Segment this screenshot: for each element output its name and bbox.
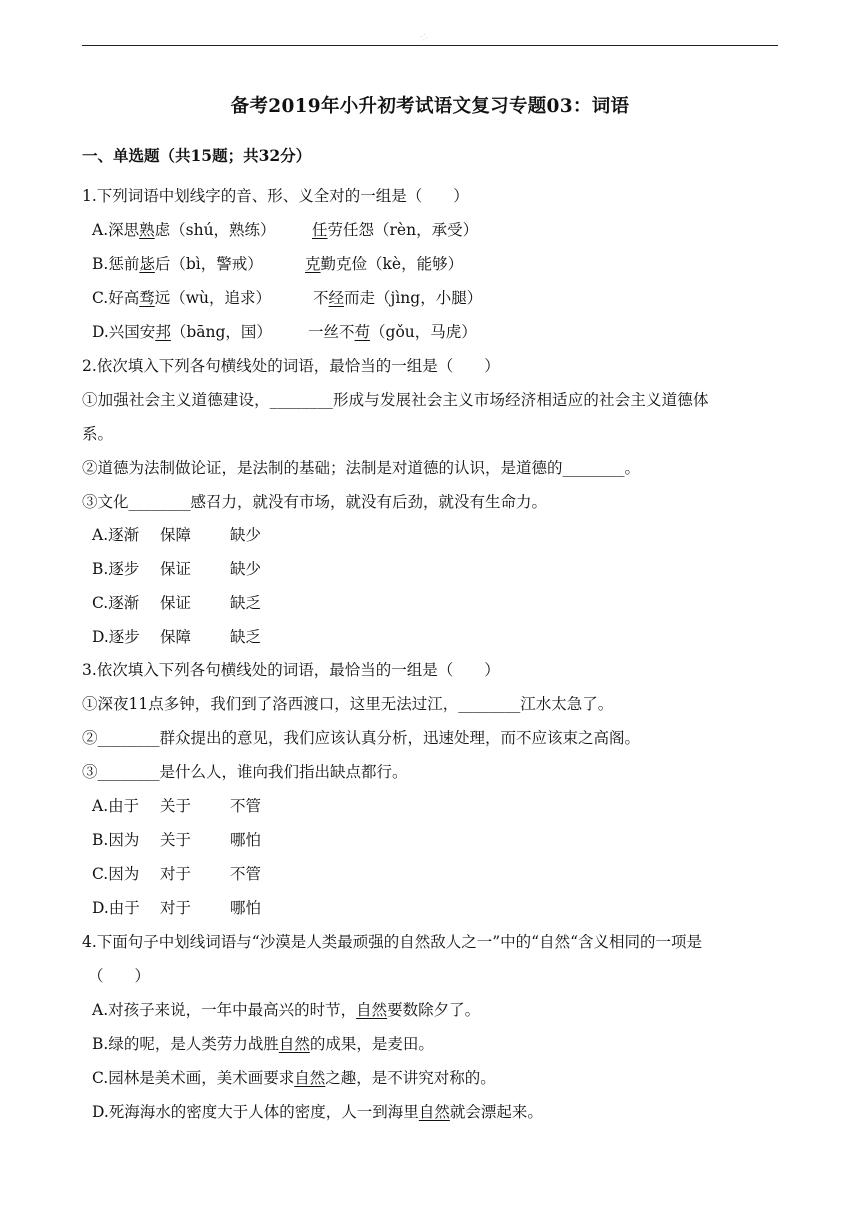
option-text: 就会漂起来。: [449, 1103, 543, 1121]
q1-option-d: [92, 322, 272, 342]
option-text: 之趣，是不讲究对称的。: [325, 1069, 496, 1087]
option-text: 远（wù，追求）: [154, 289, 272, 307]
q4-option-b: [92, 1034, 434, 1054]
q3-sentence-2: ②________群众提出的意见，我们应该认真分析，迅速处理，而不应该束之高阁。: [82, 729, 641, 747]
option-word: 缺乏: [230, 594, 262, 612]
q2-option-a: [92, 525, 261, 545]
q2-sentence-3: ③文化________感召力，就没有市场，就没有后劲，就没有生命力。: [82, 493, 548, 511]
q4-stem-cont: （ ）: [88, 967, 151, 985]
option-word: 保证: [160, 594, 192, 612]
option-word: 关于: [160, 831, 192, 849]
q3-option-d: [92, 898, 261, 918]
section-heading: 一、单选题（共15题；共32分）: [82, 146, 312, 165]
underlined-word: 自然: [356, 1001, 388, 1019]
q4-option-a: [92, 1000, 480, 1020]
option-word: 保证: [160, 560, 192, 578]
underlined-char: 克: [305, 255, 321, 273]
option-word: 不管: [230, 865, 262, 883]
option-text: （bāng，国）: [170, 323, 272, 341]
option-text: 而走（jìng，小腿）: [344, 289, 483, 307]
option-word: 保障: [160, 526, 192, 544]
q4-option-d: [92, 1102, 543, 1122]
option-word: D.由于: [92, 899, 140, 917]
option-text: 劳任怨（rèn，承受）: [327, 221, 479, 239]
q3-option-c: [92, 864, 261, 884]
q3-option-b: [92, 830, 261, 850]
q2-sentence-2: ②道德为法制做论证，是法制的基础；法制是对道德的认识，是道德的________。: [82, 459, 641, 477]
option-text: 的成果，是麦田。: [309, 1035, 434, 1053]
underlined-char: 任: [312, 221, 328, 239]
q1-option-b: [92, 254, 263, 274]
option-word: 不管: [230, 797, 262, 815]
option-word: 关于: [160, 797, 192, 815]
option-text: A.深思: [92, 221, 140, 239]
option-word: C.因为: [92, 865, 140, 883]
option-word: C.逐渐: [92, 594, 140, 612]
option-word: 缺少: [230, 526, 262, 544]
q3-option-a: [92, 796, 261, 816]
option-word: A.由于: [92, 797, 140, 815]
option-text: 要数除夕了。: [387, 1001, 481, 1019]
q1-option-c: [92, 288, 271, 308]
q1-option-c-second: [313, 288, 482, 308]
q2-sentence-1-cont: 系。: [82, 425, 114, 443]
underlined-char: 毖: [139, 255, 155, 273]
underlined-char: 经: [328, 289, 345, 307]
option-text: D.兴国安: [92, 323, 156, 341]
watermark: ::: [416, 29, 431, 44]
option-text: 勤克俭（kè，能够）: [320, 255, 464, 273]
option-word: 对于: [160, 899, 192, 917]
option-word: B.逐步: [92, 560, 140, 578]
q2-stem: 2.依次填入下列各句横线处的词语，最恰当的一组是（ ）: [82, 357, 500, 375]
q2-sentence-1: ①加强社会主义道德建设，________形成与发展社会主义市场经济相适应的社会主义道德体: [82, 391, 709, 409]
option-text: C.好高: [92, 289, 140, 307]
underlined-char: 熟: [139, 221, 155, 239]
q1-option-b-second: [305, 254, 463, 274]
underlined-word: 自然: [294, 1069, 326, 1087]
q1-option-d-second: [308, 322, 477, 342]
q4-option-c: [92, 1068, 496, 1088]
header-rule: [82, 45, 778, 46]
option-word: 哪怕: [230, 899, 262, 917]
underlined-char: 骛: [139, 289, 155, 307]
q3-sentence-1: ①深夜11点多钟，我们到了洛西渡口，这里无法过江，________江水太急了。: [82, 695, 614, 713]
q2-option-c: [92, 593, 261, 613]
underlined-word: 自然: [418, 1103, 450, 1121]
underlined-char: 苟: [354, 323, 371, 341]
option-text: （gǒu，马虎）: [370, 323, 477, 341]
q3-stem: 3.依次填入下列各句横线处的词语，最恰当的一组是（ ）: [82, 661, 500, 679]
q2-option-b: [92, 559, 261, 579]
option-text: B.绿的呢，是人类劳力战胜: [92, 1035, 279, 1053]
option-text: C.园林是美术画，美术画要求: [92, 1069, 295, 1087]
option-word: 哪怕: [230, 831, 262, 849]
q1-option-a-second: [312, 220, 478, 240]
page-title: 备考2019年小升初考试语文复习专题03：词语: [230, 96, 630, 117]
option-word: A.逐渐: [92, 526, 140, 544]
option-word: D.逐步: [92, 628, 140, 646]
option-text: 后（bì，警戒）: [154, 255, 263, 273]
q1-stem: 1.下列词语中划线字的音、形、义全对的一组是（ ）: [82, 187, 469, 205]
option-word: 保障: [160, 628, 192, 646]
option-word: B.因为: [92, 831, 140, 849]
option-word: 缺乏: [230, 628, 262, 646]
q3-sentence-3: ③________是什么人，谁向我们指出缺点都行。: [82, 763, 408, 781]
option-text: 虑（shú，熟练）: [154, 221, 276, 239]
q2-option-d: [92, 627, 261, 647]
option-text: 一丝不: [308, 323, 355, 341]
option-text: D.死海海水的密度大于人体的密度，人一到海里: [92, 1103, 419, 1121]
option-text: 不: [313, 289, 329, 307]
option-text: B.惩前: [92, 255, 140, 273]
option-word: 缺少: [230, 560, 262, 578]
option-word: 对于: [160, 865, 192, 883]
q1-option-a: [92, 220, 276, 240]
q4-stem: 4.下面句子中划线词语与“沙漠是人类最顽强的自然敌人之一”中的“自然“含义相同的一项是: [82, 933, 702, 951]
option-text: A.对孩子来说，一年中最高兴的时节，: [92, 1001, 357, 1019]
underlined-word: 自然: [278, 1035, 310, 1053]
underlined-char: 邦: [155, 323, 171, 341]
